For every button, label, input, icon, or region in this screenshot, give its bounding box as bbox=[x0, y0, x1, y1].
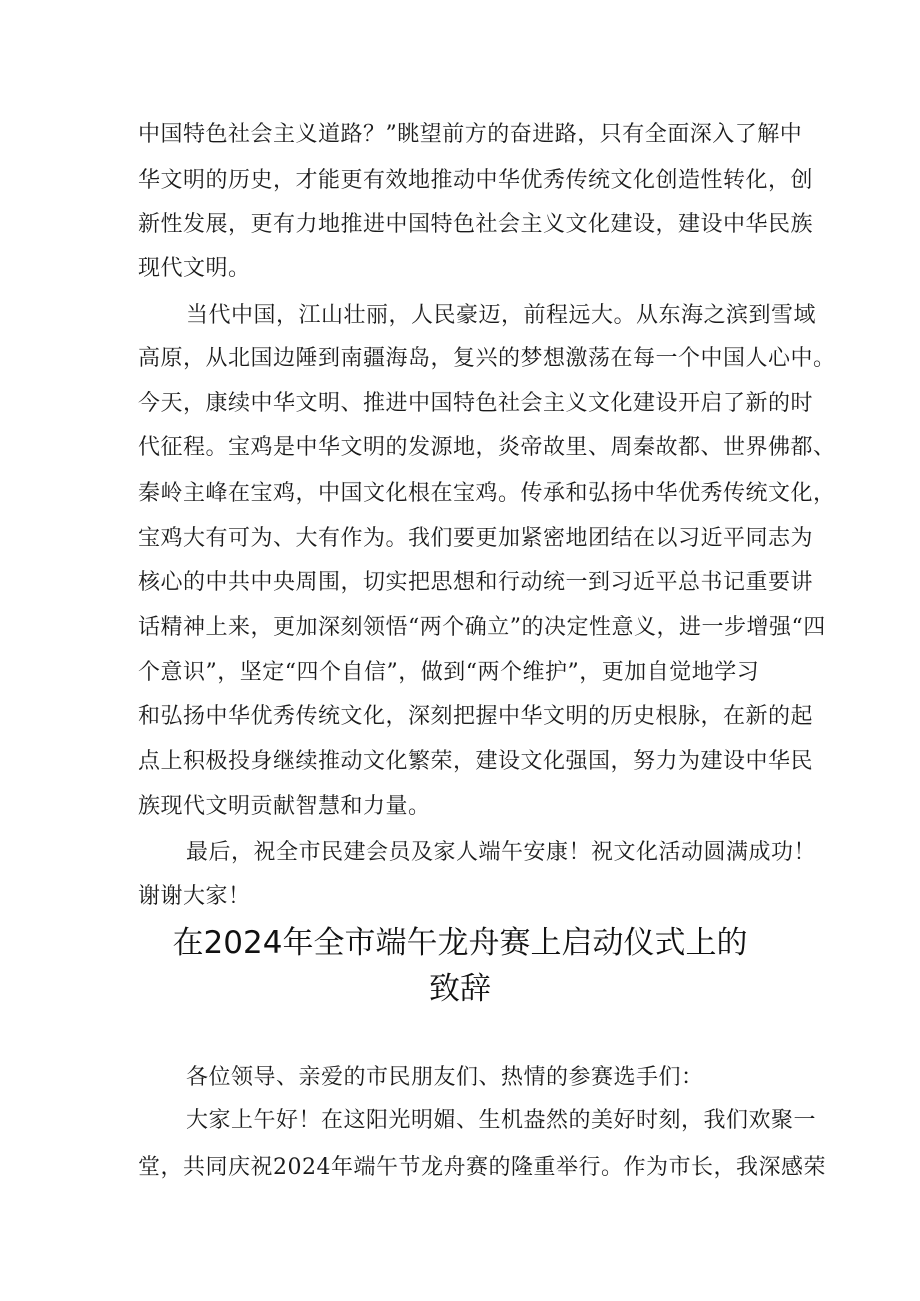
paragraph-1-line-2: 华文明的历史，才能更有效地推动中华优秀传统文化创造性转化，创 bbox=[138, 168, 814, 193]
paragraph-2-line-11: 点上积极投身继续推动文化繁荣，建设文化强国，努力为建设中华民 bbox=[138, 749, 814, 774]
speech-title-line-1: 在2024年全市端午龙舟赛上启动仪式上的 bbox=[172, 925, 748, 961]
paragraph-2-line-8: 话精神上来，更加深刻领悟“两个确立”的决定性意义，进一步增强“四 bbox=[138, 615, 826, 640]
paragraph-1-line-1: 中国特色社会主义道路？”眺望前方的奋进路，只有全面深入了解中 bbox=[138, 122, 803, 147]
paragraph-3-line-1: 最后，祝全市民建会员及家人端午安康！祝文化活动圆满成功！ bbox=[186, 840, 817, 865]
speech-title-line-2: 致辞 bbox=[429, 971, 491, 1007]
paragraph-2-line-10: 和弘扬中华优秀传统文化，深刻把握中华文明的历史根脉，在新的起 bbox=[138, 704, 814, 729]
paragraph-4-line-2: 堂，共同庆祝2024年端午节龙舟赛的隆重举行。作为市长，我深感荣 bbox=[138, 1155, 826, 1180]
paragraph-2-line-12: 族现代文明贡献智慧和力量。 bbox=[138, 794, 431, 819]
paragraph-2-line-5: 秦岭主峰在宝鸡，中国文化根在宝鸡。传承和弘扬中华优秀传统文化， bbox=[138, 481, 836, 506]
paragraph-2-line-4: 代征程。宝鸡是中华文明的发源地，炎帝故里、周秦故都、世界佛都、 bbox=[138, 435, 836, 460]
paragraph-2-line-6: 宝鸡大有可为、大有作为。我们要更加紧密地团结在以习近平同志为 bbox=[138, 526, 814, 551]
paragraph-2-line-7: 核心的中共中央周围，切实把思想和行动统一到习近平总书记重要讲 bbox=[138, 570, 814, 595]
paragraph-1-line-3: 新性发展，更有力地推进中国特色社会主义文化建设，建设中华民族 bbox=[138, 212, 814, 237]
salutation: 各位领导、亲爱的市民朋友们、热情的参赛选手们： bbox=[186, 1065, 704, 1090]
paragraph-2-line-9: 个意识”，坚定“四个自信”，做到“两个维护”，更加自觉地学习 bbox=[138, 660, 760, 685]
paragraph-2-line-2: 高原，从北国边陲到南疆海岛，复兴的梦想激荡在每一个中国人心中。 bbox=[138, 346, 836, 371]
paragraph-1-line-4: 现代文明。 bbox=[138, 256, 251, 281]
paragraph-3-line-2: 谢谢大家！ bbox=[138, 884, 251, 909]
paragraph-2-line-1: 当代中国，江山壮丽，人民豪迈，前程远大。从东海之滨到雪域 bbox=[186, 303, 817, 328]
paragraph-2-line-3: 今天，康续中华文明、推进中国特色社会主义文化建设开启了新的时 bbox=[138, 391, 814, 416]
paragraph-4-line-1: 大家上午好！在这阳光明媚、生机盎然的美好时刻，我们欢聚一 bbox=[186, 1108, 817, 1133]
